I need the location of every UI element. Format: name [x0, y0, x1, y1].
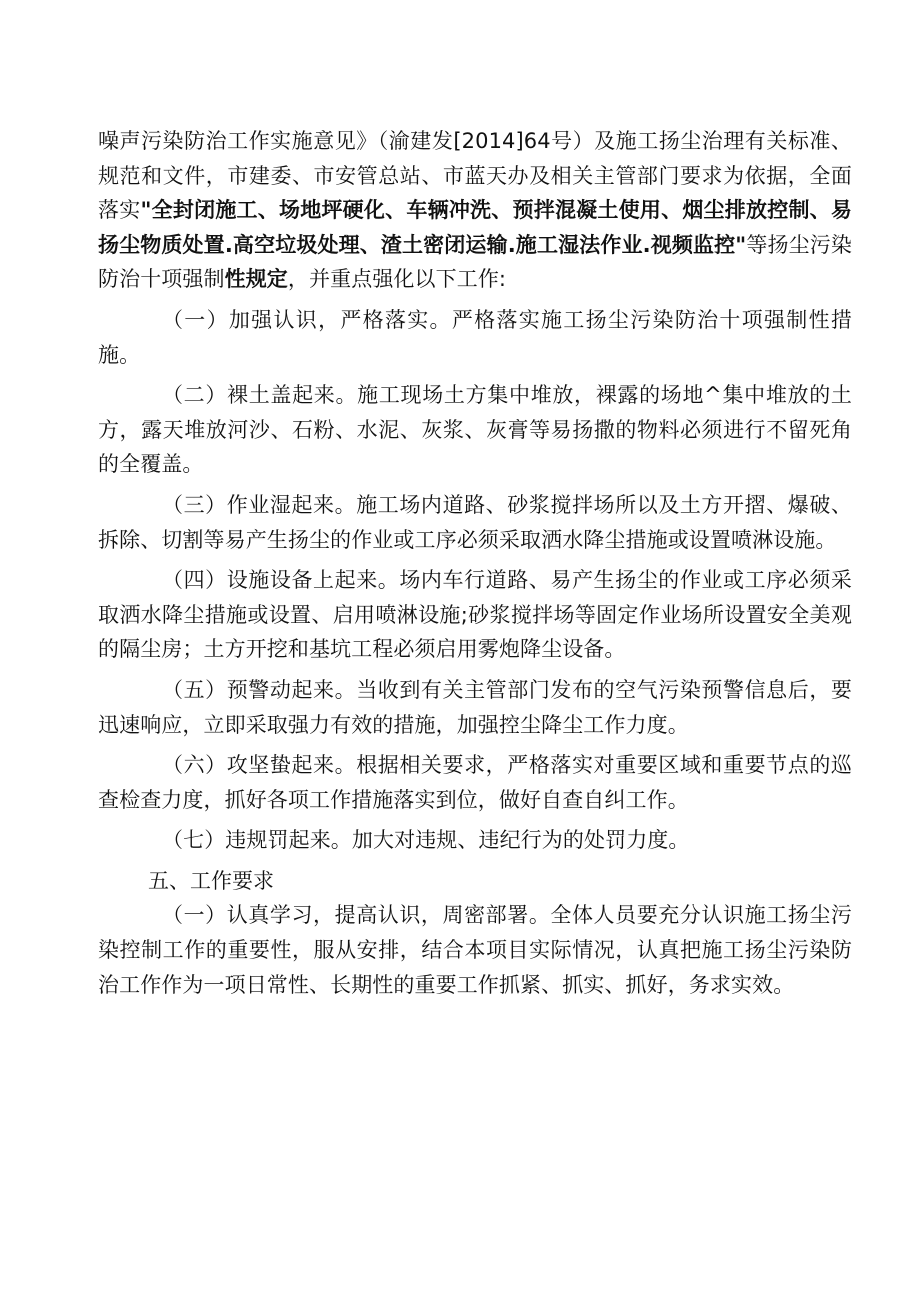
item-5: （五）预警动起来。当收到有关主管部门发布的空气污染预警信息后，要迅速响应，立即采取强力有效的措施，加强控尘降尘工作力度。	[98, 677, 852, 737]
intro-text-part3: ，并重点强化以下工作:	[287, 267, 507, 292]
intro-paragraph	[98, 124, 852, 297]
intro-bold-measures: "全封闭施工、场地坪硬化、车辆冲洗、预拌混凝土使用、烟尘排放控制、易扬尘物质处置.高空垃圾处理、渣土密闭运输.施工湿法作业.视频监控"	[98, 198, 853, 257]
intro-text-part2: 等扬尘污染防治十项强制	[98, 232, 853, 292]
item-2: （二）裸土盖起来。施工现场土方集中堆放，裸露的场地^集中堆放的土方，露天堆放河沙、石粉、水泥、灰浆、灰膏等易扬撒的物料必须进行不留死角的全覆盖。	[98, 383, 852, 477]
intro-bold-regulation: 性规定	[224, 267, 288, 292]
item-4: （四）设施设备上起来。场内车行道路、易产生扬尘的作业或工序必须采取洒水降尘措施或设置、启用喷淋设施;砂浆搅拌场等固定作业场所设置安全美观的隔尘房；土方开挖和基坑工程必须启用雾炮降尘设备。	[98, 568, 852, 662]
intro-text-part1: 噪声污染防治工作实施意见》（渝建发[2014]64号）及施工扬尘治理有关标准、规范和文件，市建委、市安管总站、市蓝天办及相关主管部门要求为依据，全面落实	[98, 129, 852, 223]
requirement-item-1: （一）认真学习，提高认识，周密部署。全体人员要充分认识施工扬尘污染控制工作的重要性，服从安排，结合本项目实际情况，认真把施工扬尘污染防治工作作为一项日常性、长期性的重要工作抓紧、抓实、抓好，务求实效。	[98, 903, 852, 997]
item-3: （三）作业湿起来。施工场内道路、砂浆搅拌场所以及土方开摺、爆破、拆除、切割等易产生扬尘的作业或工序必须采取洒水降尘措施或设置喷淋设施。	[98, 492, 852, 552]
item-6: （六）攻坚蛰起来。根据相关要求，严格落实对重要区域和重要节点的巡查检查力度，抓好各项工作措施落实到位，做好自查自纠工作。	[98, 753, 852, 812]
section-heading-work-requirements: 五、工作要求	[148, 868, 274, 893]
item-7: （七）违规罚起来。加大对违规、违纪行为的处罚力度。	[162, 828, 690, 853]
item-1: （一）加强认识，严格落实。严格落实施工扬尘污染防治十项强制性措施。	[98, 307, 852, 367]
